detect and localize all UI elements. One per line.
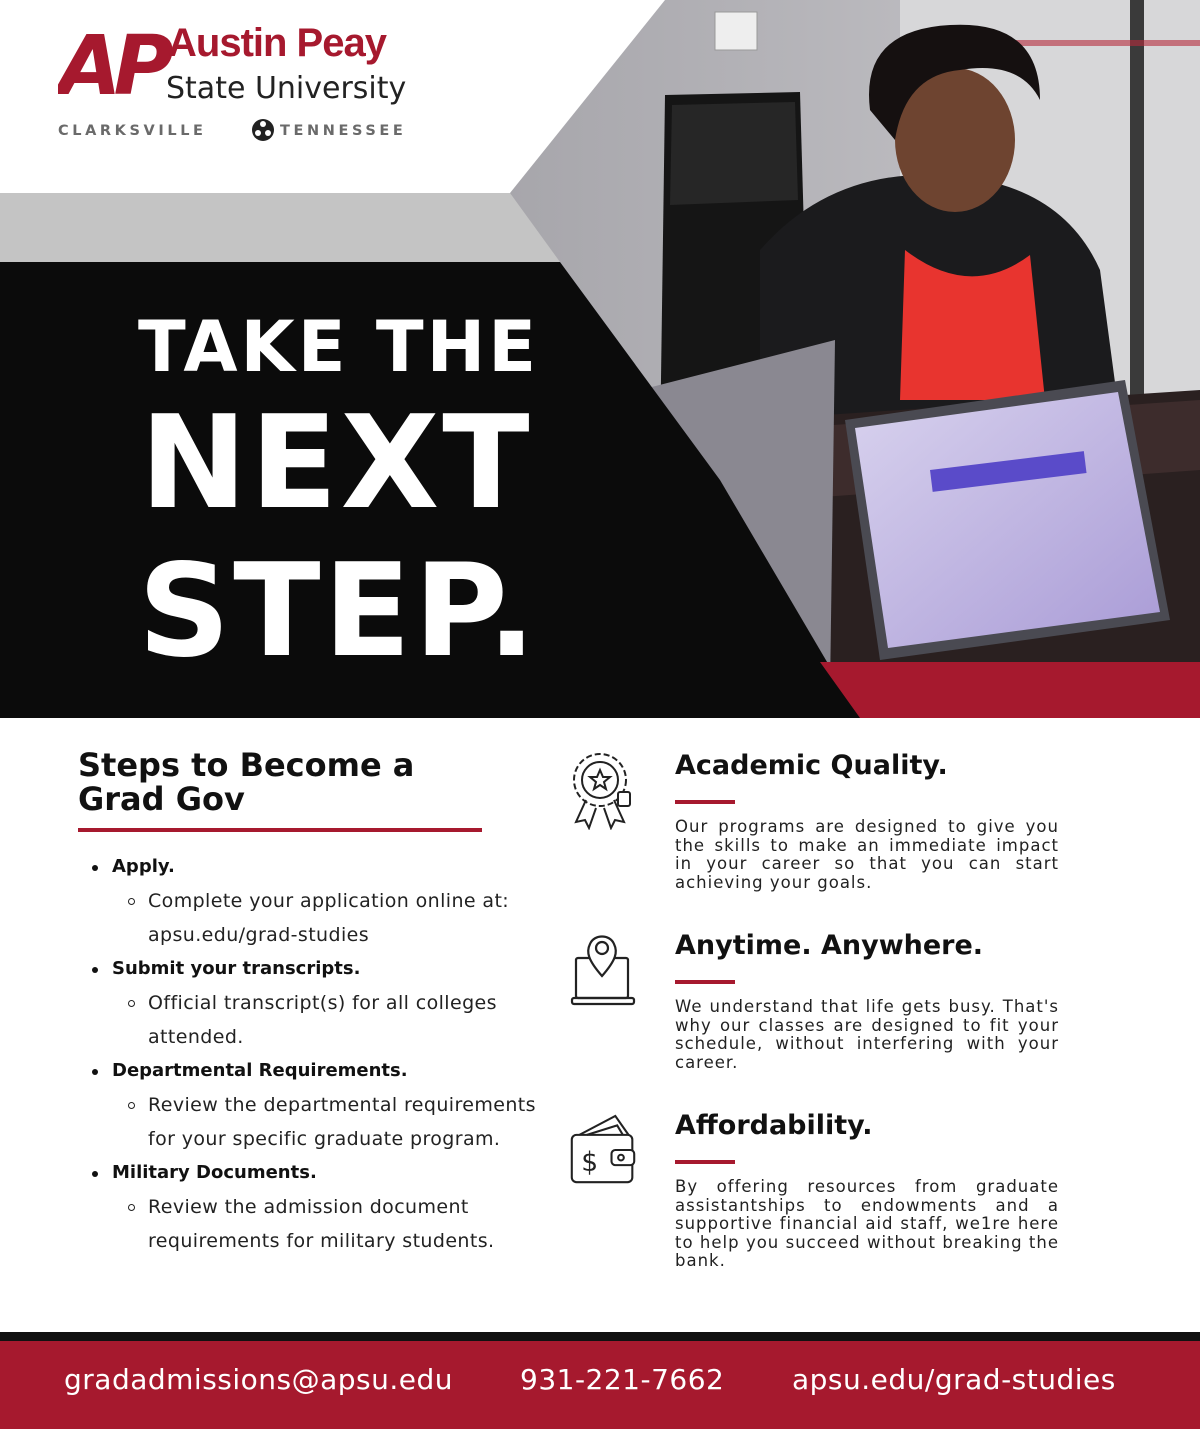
laptop-location-icon [568, 930, 638, 1010]
steps-title-line2: Grad Gov [78, 780, 245, 818]
award-ribbon-icon [568, 750, 638, 830]
steps-title-divider [78, 828, 482, 832]
step-label: Submit your transcripts. [112, 958, 361, 979]
feature-text: We understand that life gets busy. That's why our classes are designed to fit your schedule, without interfering with your career. [675, 997, 1059, 1072]
steps-list [78, 850, 558, 1258]
step-detail: Official transcript(s) for all colleges attended. [112, 986, 558, 1054]
logo-monogram: AP [58, 19, 166, 114]
feature-affordability [568, 1110, 1068, 1270]
step-label: Apply. [112, 856, 175, 877]
footer-divider [0, 1332, 1200, 1341]
steps-title [78, 748, 558, 816]
feature-title: Academic Quality. [675, 750, 948, 781]
footer-email-link[interactable]: gradadmissions@apsu.edu [64, 1363, 454, 1396]
headline-line1: TAKE THE [138, 306, 540, 388]
footer-website-link[interactable]: apsu.edu/grad-studies [792, 1363, 1116, 1396]
logo-location-right: TENNESSEE [280, 123, 407, 139]
university-logo[interactable] [58, 18, 478, 148]
feature-text: By offering resources from graduate assistantships to endowments and a supportive financial aid staff, we1re here to help you succeed without breaking the bank. [675, 1177, 1059, 1270]
feature-divider [675, 1160, 735, 1164]
step-item-transcripts [78, 952, 558, 1054]
logo-name-line1: Austin Peay [168, 21, 386, 65]
logo-graphic [58, 18, 478, 148]
step-label: Departmental Requirements. [112, 1060, 408, 1081]
step-label: Military Documents. [112, 1162, 317, 1183]
logo-name-line2: State University [166, 71, 407, 106]
headline-line2: NEXT [140, 389, 533, 538]
steps-title-line1: Steps to Become a [78, 746, 415, 784]
step-item-military [78, 1156, 558, 1258]
wallet-dollar-icon [568, 1110, 638, 1190]
step-detail: Review the departmental requirements for your specific graduate program. [112, 1088, 558, 1156]
step-item-departmental [78, 1054, 558, 1156]
logo-location-left: CLARKSVILLE [58, 123, 207, 139]
feature-anytime-anywhere [568, 930, 1068, 1080]
step-detail: Review the admission document requirements for military students. [112, 1190, 558, 1258]
footer-bar [0, 1341, 1200, 1429]
svg-text:$: $ [581, 1146, 599, 1178]
feature-title: Affordability. [675, 1110, 873, 1141]
feature-divider [675, 800, 735, 804]
feature-divider [675, 980, 735, 984]
tennessee-star-icon [252, 119, 274, 141]
feature-academic-quality [568, 750, 1068, 900]
step-item-apply [78, 850, 558, 952]
feature-title: Anytime. Anywhere. [675, 930, 984, 961]
steps-section [78, 748, 558, 1258]
feature-text: Our programs are designed to give you the skills to make an immediate impact in your career so that you can start achieving your goals. [675, 817, 1059, 892]
footer-phone-link[interactable]: 931-221-7662 [520, 1363, 725, 1396]
headline-line3: STEP. [138, 537, 539, 686]
step-detail: Complete your application online at: apsu.edu/grad-studies [112, 884, 558, 952]
